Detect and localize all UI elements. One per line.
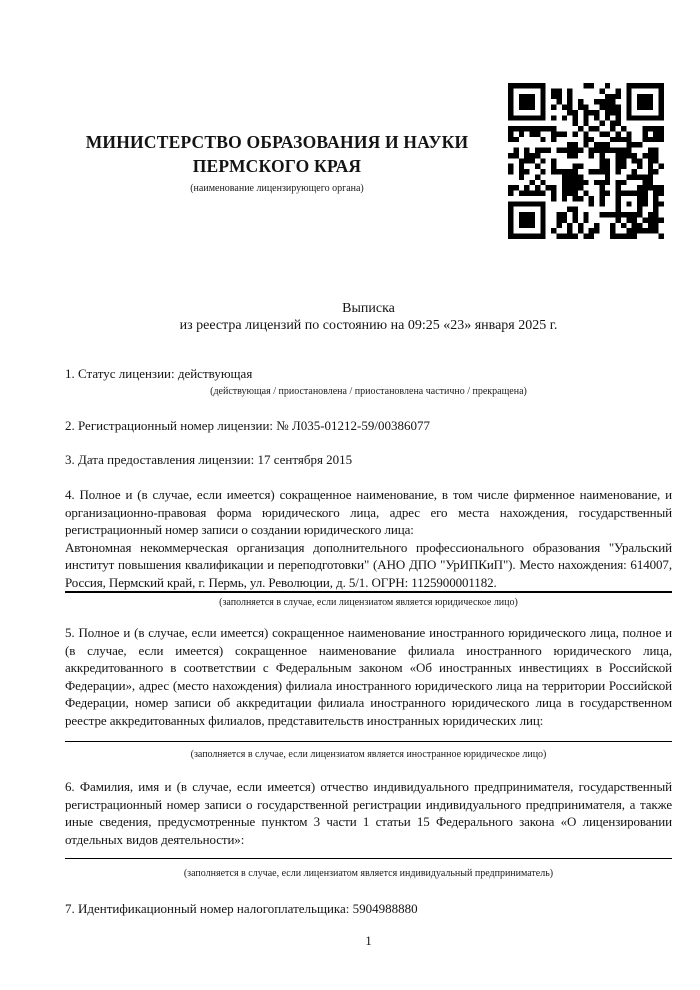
page-number: 1 (365, 933, 372, 948)
foreign-entity-caption: (заполняется в случае, если лицензиатом является иностранное юридическое лицо) (190, 749, 547, 760)
ministry-name-line1: МИНИСТЕРСТВО ОБРАЗОВАНИЯ И НАУКИ (85, 132, 469, 152)
grant-date-line: 3. Дата предоставления лицензии: 17 сентября 2015 (65, 452, 353, 467)
license-status-line: 1. Статус лицензии: действующая (65, 366, 253, 381)
legal-entity-label: 4. Полное и (в случае, если имеется) сокращенное наименование, в том числе фирменное наименование, и организационно-правовая форма юридического лица, адрес его места нахождения, государственный регистрационный номер записи о создании юридического лица: (65, 487, 672, 537)
entrepreneur-caption: (заполняется в случае, если лицензиатом является индивидуальный предприниматель) (183, 868, 554, 879)
taxpayer-number-line: 7. Идентификационный номер налогоплательщика: 5904988880 (65, 901, 418, 916)
registration-number-line: 2. Регистрационный номер лицензии: № Л035-01212-59/00386077 (65, 418, 431, 433)
licensing-authority-header (66, 130, 488, 195)
qr-code (508, 83, 664, 239)
legal-entity-value: Автономная некоммерческая организация дополнительного профессионального образования "Уральский институт повышения квалификации и переподготовки" (АНО ДПО "УрИПКиП"). Место нахождения: 614007, Россия, Пермский край, г. Пермь, ул. Революции, д. 5/1. ОГРН: 1125900001182. (65, 539, 672, 590)
legal-entity-caption: (заполняется в случае, если лицензиатом является юридическое лицо) (219, 597, 518, 608)
document-subtitle: из реестра лицензий по состоянию на 09:25 «23» января 2025 г. (179, 318, 558, 333)
foreign-entity-separator (65, 741, 672, 742)
foreign-entity-label: 5. Полное и (в случае, если имеется) сокращенное наименование иностранного юридического лица, полное и (в случае, если имеется) сокращенное наименование филиала иностранного юридического лица, аккредитованного в соответствии с Федеральным законом «Об иностранных инвестициях в Российской Федерации», адрес (место нахождения) филиала иностранного юридического лица на территории Российской Федерации, номер записи об аккредитации филиала иностранного юридического лица в государственном реестре аккредитованных филиалов, представительств иностранных юридических лиц: (65, 625, 672, 728)
ministry-name-line2: ПЕРМСКОГО КРАЯ (192, 156, 362, 176)
license-status-options-caption: (действующая / приостановлена / приостановлена частично / прекращена) (210, 386, 527, 397)
document-body (65, 300, 672, 949)
document-title: Выписка (342, 301, 395, 316)
legal-entity-separator (65, 591, 672, 593)
licensing-authority-caption: (наименование лицензирующего органа) (190, 183, 364, 194)
entrepreneur-separator (65, 858, 672, 859)
entrepreneur-label: 6. Фамилия, имя и (в случае, если имеется) отчество индивидуального предпринимателя, государственный регистрационный номер записи о государственной регистрации индивидуального предпринимателя, а также иные сведения, предусмотренные пунктом 3 части 1 статьи 15 Федерального закона «О лицензировании отдельных видов деятельности»: (65, 779, 672, 847)
